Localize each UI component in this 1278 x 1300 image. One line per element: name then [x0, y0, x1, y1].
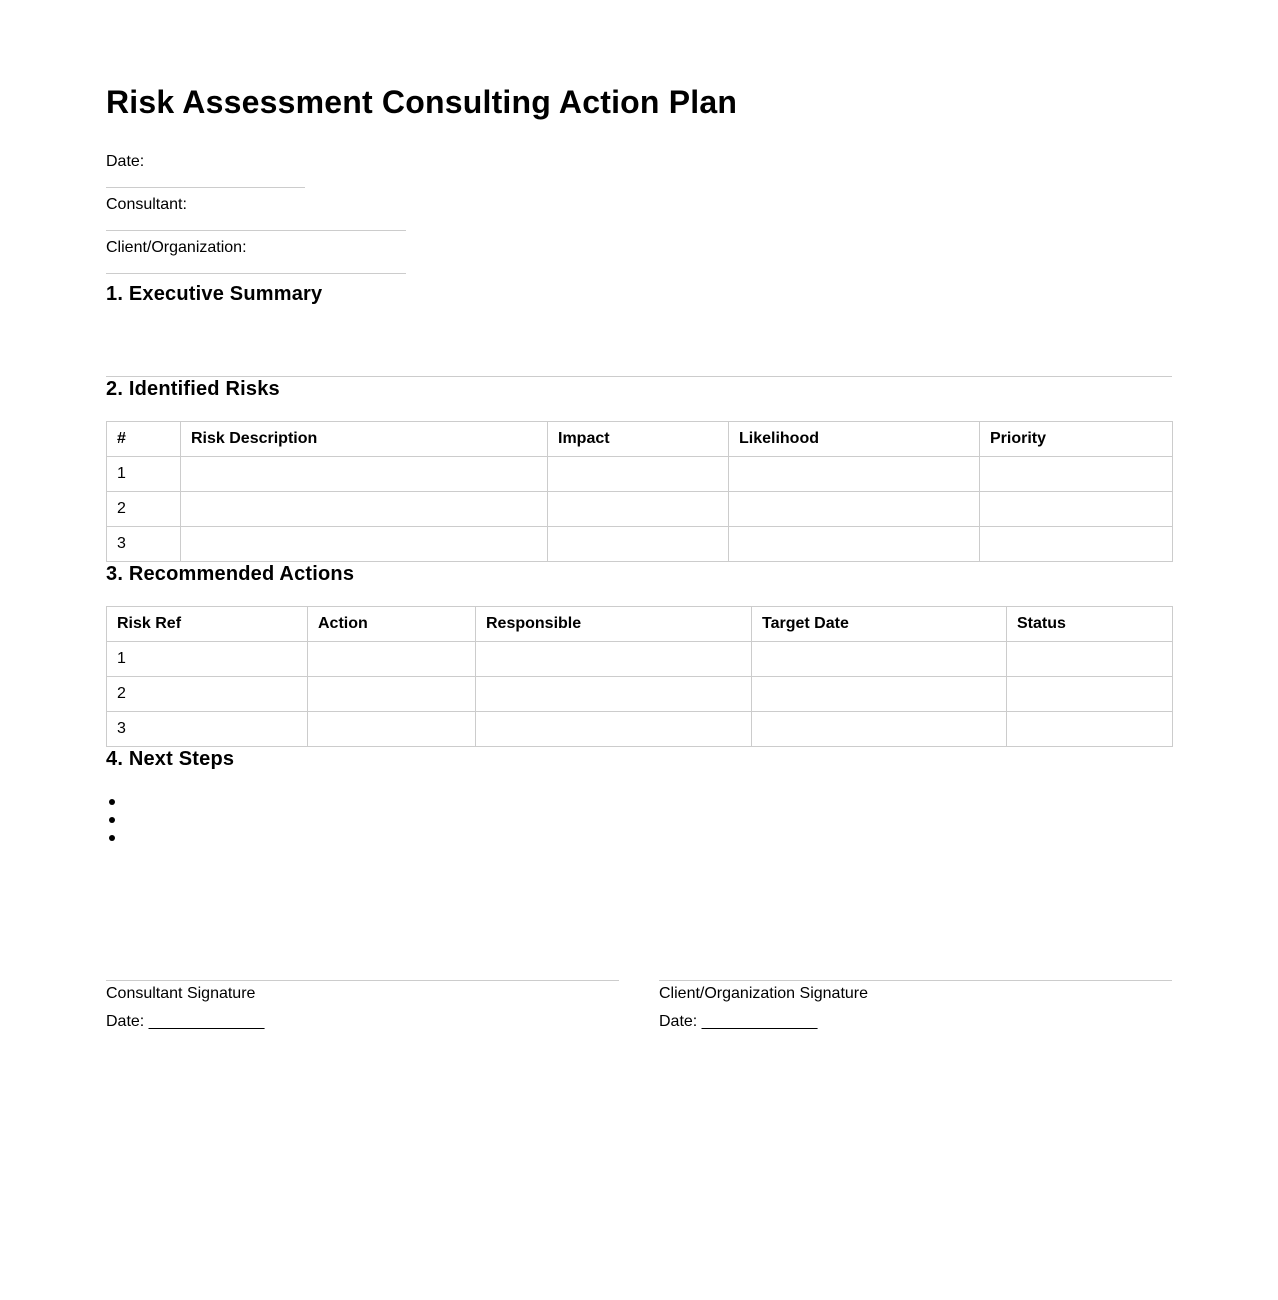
table-cell: [752, 712, 1007, 747]
document-page: [106, 0, 1172, 1030]
recommended-actions-table: [106, 606, 1173, 747]
column-header: Action: [308, 607, 476, 642]
column-header: Impact: [548, 422, 729, 457]
table-cell: [548, 457, 729, 492]
document-meta: [106, 153, 1172, 274]
table-cell: [1007, 677, 1173, 712]
table-cell: 2: [107, 492, 181, 527]
table-cell: [752, 642, 1007, 677]
table-cell: [729, 527, 980, 562]
table-cell: [729, 492, 980, 527]
table-header-row: [107, 422, 1173, 457]
consultant-line: [106, 230, 406, 231]
table-cell: [181, 492, 548, 527]
identified-risks-heading: 2. Identified Risks: [106, 378, 280, 400]
table-cell: [308, 642, 476, 677]
client-signature-label: Client/Organization Signature: [659, 985, 869, 1002]
table-cell: [476, 712, 752, 747]
table-cell: [476, 677, 752, 712]
table-cell: 3: [107, 527, 181, 562]
column-header: Likelihood: [729, 422, 980, 457]
next-steps-list: [106, 793, 1172, 847]
date-label: Date:: [106, 153, 145, 170]
signature-section: [106, 980, 1172, 1031]
consultant-signature-date: Date: _____________: [106, 1013, 265, 1030]
document-title: Risk Assessment Consulting Action Plan: [106, 84, 738, 120]
column-header: Priority: [980, 422, 1173, 457]
table-cell: [1007, 642, 1173, 677]
table-cell: [308, 677, 476, 712]
table-cell: [181, 527, 548, 562]
table-cell: 3: [107, 712, 308, 747]
date-line: [106, 187, 305, 188]
client-signature-block: [659, 980, 1172, 1031]
list-item: [106, 829, 1172, 847]
table-cell: [980, 527, 1173, 562]
table-cell: [548, 492, 729, 527]
table-cell: [181, 457, 548, 492]
identified-risks-table: [106, 421, 1173, 562]
column-header: Risk Ref: [107, 607, 308, 642]
table-row: [107, 677, 1173, 712]
column-header: Status: [1007, 607, 1173, 642]
client-line: [106, 273, 406, 274]
client-signature-date: Date: _____________: [659, 1013, 818, 1030]
column-header: Risk Description: [181, 422, 548, 457]
executive-summary-area: [106, 306, 1172, 377]
consultant-label: Consultant:: [106, 196, 187, 213]
executive-summary-heading: 1. Executive Summary: [106, 283, 323, 305]
table-row: [107, 527, 1173, 562]
table-cell: [980, 457, 1173, 492]
column-header: Responsible: [476, 607, 752, 642]
table-cell: [752, 677, 1007, 712]
column-header: Target Date: [752, 607, 1007, 642]
table-row: [107, 492, 1173, 527]
table-cell: [548, 527, 729, 562]
table-row: [107, 712, 1173, 747]
column-header: #: [107, 422, 181, 457]
table-header-row: [107, 607, 1173, 642]
table-cell: [476, 642, 752, 677]
table-row: [107, 642, 1173, 677]
next-steps-heading: 4. Next Steps: [106, 748, 235, 770]
table-cell: 1: [107, 457, 181, 492]
table-cell: 1: [107, 642, 308, 677]
list-item: [106, 811, 1172, 829]
table-cell: [729, 457, 980, 492]
signature-line: [106, 980, 619, 981]
consultant-signature-label: Consultant Signature: [106, 985, 256, 1002]
signature-line: [659, 980, 1172, 981]
consultant-signature-block: [106, 980, 619, 1031]
table-row: [107, 457, 1173, 492]
recommended-actions-heading: 3. Recommended Actions: [106, 563, 355, 585]
list-item: [106, 793, 1172, 811]
table-cell: 2: [107, 677, 308, 712]
table-cell: [980, 492, 1173, 527]
table-cell: [308, 712, 476, 747]
table-cell: [1007, 712, 1173, 747]
client-label: Client/Organization:: [106, 239, 247, 256]
